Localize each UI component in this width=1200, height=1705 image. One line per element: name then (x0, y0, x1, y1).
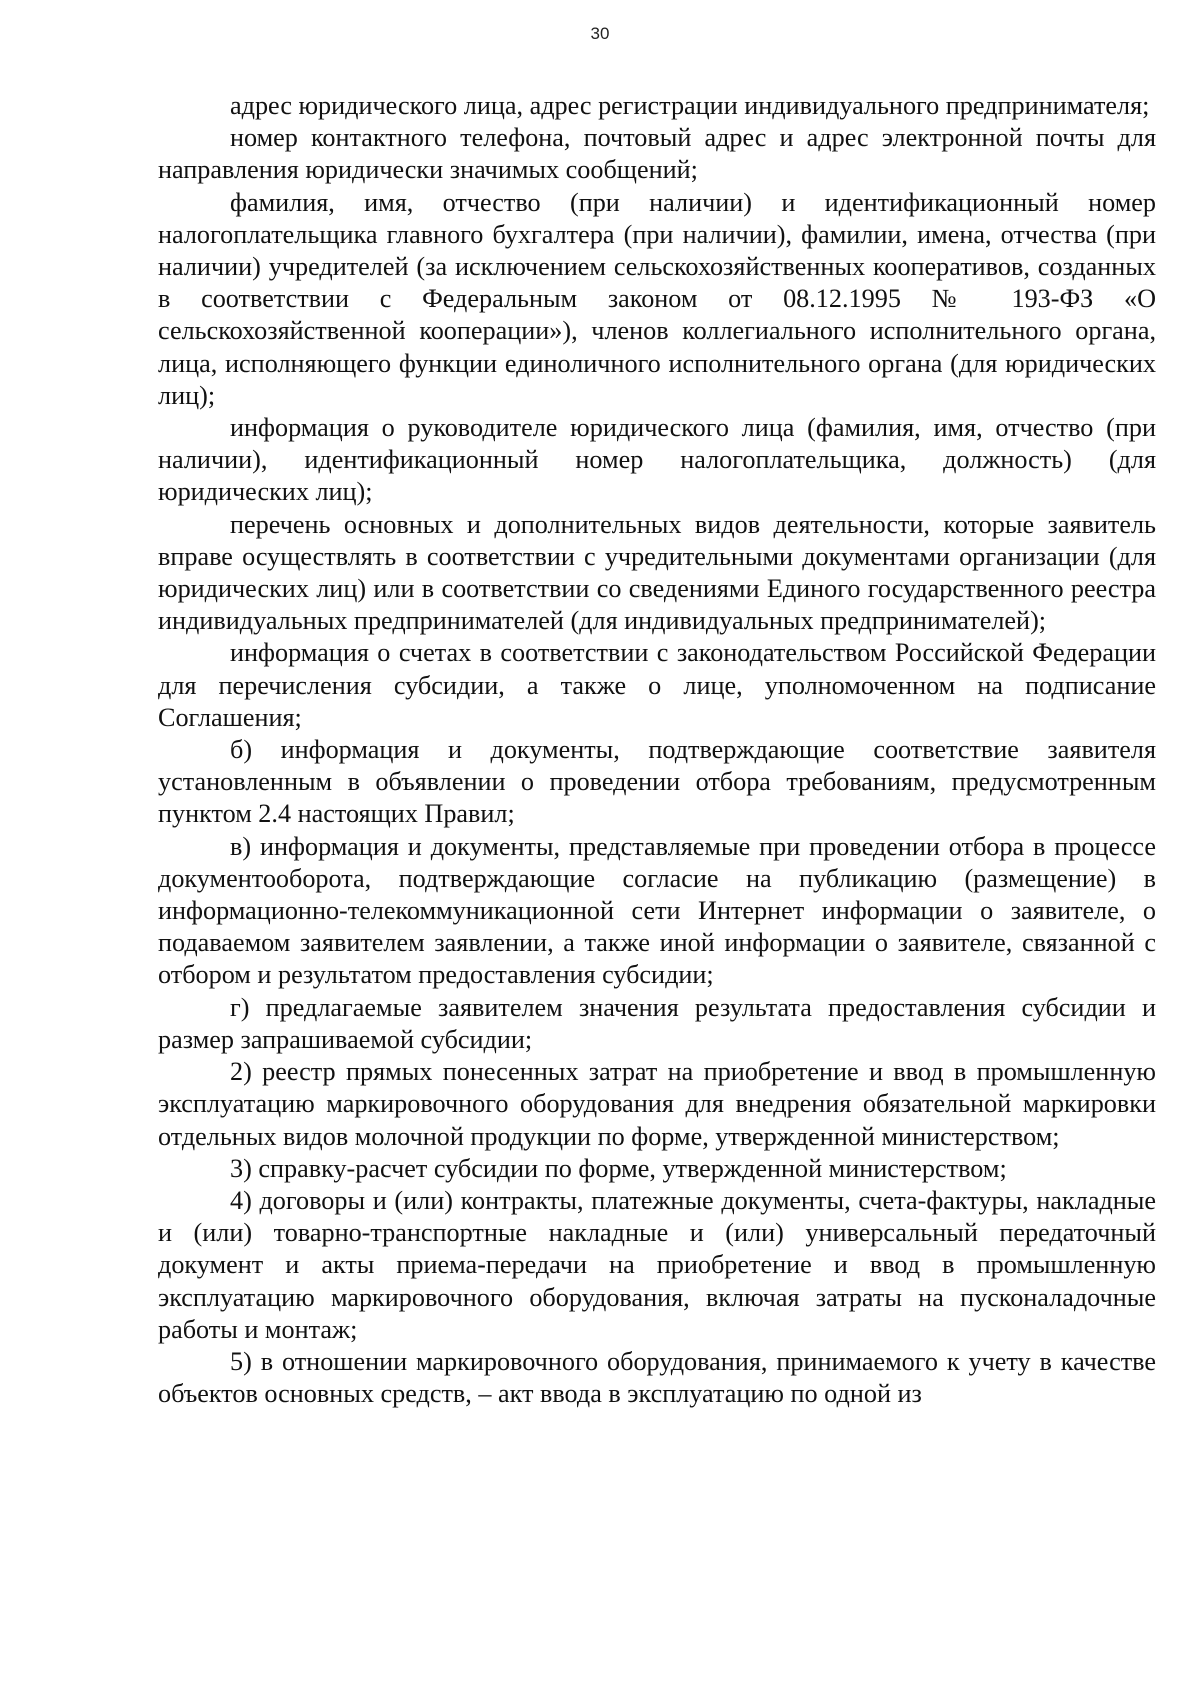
paragraph-item-v: в) информация и документы, представляемые при проведении отбора в процессе документооборота, подтверждающие согласие на публикацию (размещение) в информационно-телекоммуникационной сети Интернет информации о заявителе, о подаваемом заявителем заявлении, а также иной информации о заявителе, связанной с отбором и результатом предоставления субсидии; (158, 831, 1156, 990)
document-body (158, 90, 1156, 1410)
paragraph-item-2: 2) реестр прямых понесенных затрат на приобретение и ввод в промышленную эксплуатацию маркировочного оборудования для внедрения обязательной маркировки отдельных видов молочной продукции по форме, утвержденной министерством; (158, 1057, 1156, 1151)
paragraph-item-5: 5) в отношении маркировочного оборудования, принимаемого к учету в качестве объектов основных средств, – акт ввода в эксплуатацию по одной из (158, 1346, 1156, 1409)
paragraph-item-g: г) предлагаемые заявителем значения результата предоставления субсидии и размер запрашиваемой субсидии; (158, 992, 1156, 1054)
paragraph-head-info: информация о руководителе юридического лица (фамилия, имя, отчество (при наличии), идентификационный номер налогоплательщика, должность) (для юридических лиц); (158, 413, 1156, 507)
page-number: 30 (590, 24, 610, 43)
paragraph-item-3: 3) справку-расчет субсидии по форме, утвержденной министерством; (230, 1153, 1007, 1183)
paragraph-item-b: б) информация и документы, подтверждающие соответствие заявителя установленным в объявлении о проведении отбора требованиям, предусмотренным пунктом 2.4 настоящих Правил; (158, 735, 1156, 829)
paragraph-contact-phone: номер контактного телефона, почтовый адрес и адрес электронной почты для направления юридически значимых сообщений; (158, 123, 1156, 185)
paragraph-accounts-info: информация о счетах в соответствии с законодательством Российской Федерации для перечисления субсидии, а также о лице, уполномоченном на подписание Соглашения; (158, 638, 1156, 732)
paragraph-activity-list: перечень основных и дополнительных видов деятельности, которые заявитель вправе осуществлять в соответствии с учредительными документами организации (для юридических лиц) или в соответствии со сведениями Единого государственного реестра индивидуальных предпринимателей (для индивидуальных предпринимателей); (158, 509, 1156, 636)
paragraph-item-4: 4) договоры и (или) контракты, платежные документы, счета-фактуры, накладные и (или) товарно-транспортные накладные и (или) универсальный передаточный документ и акты приема-передачи на приобретение и ввод в промышленную эксплуатацию маркировочного оборудования, включая затраты на пусконаладочные работы и монтаж; (158, 1185, 1156, 1344)
paragraph-legal-address: адрес юридического лица, адрес регистрации индивидуального предпринимателя; (230, 91, 1150, 120)
paragraph-chief-accountant: фамилия, имя, отчество (при наличии) и идентификационный номер налогоплательщика главного бухгалтера (при наличии), фамилии, имена, отчества (при наличии) учредителей (за исключением сельскохозяйственных кооперативов, созданных в соответствии с Федеральным законом от 08.12.1995 № 193-ФЗ «О сельскохозяйственной кооперации»), членов коллегиального исполнительного органа, лица, исполняющего функции единоличного исполнительного органа (для юридических лиц); (158, 187, 1156, 410)
